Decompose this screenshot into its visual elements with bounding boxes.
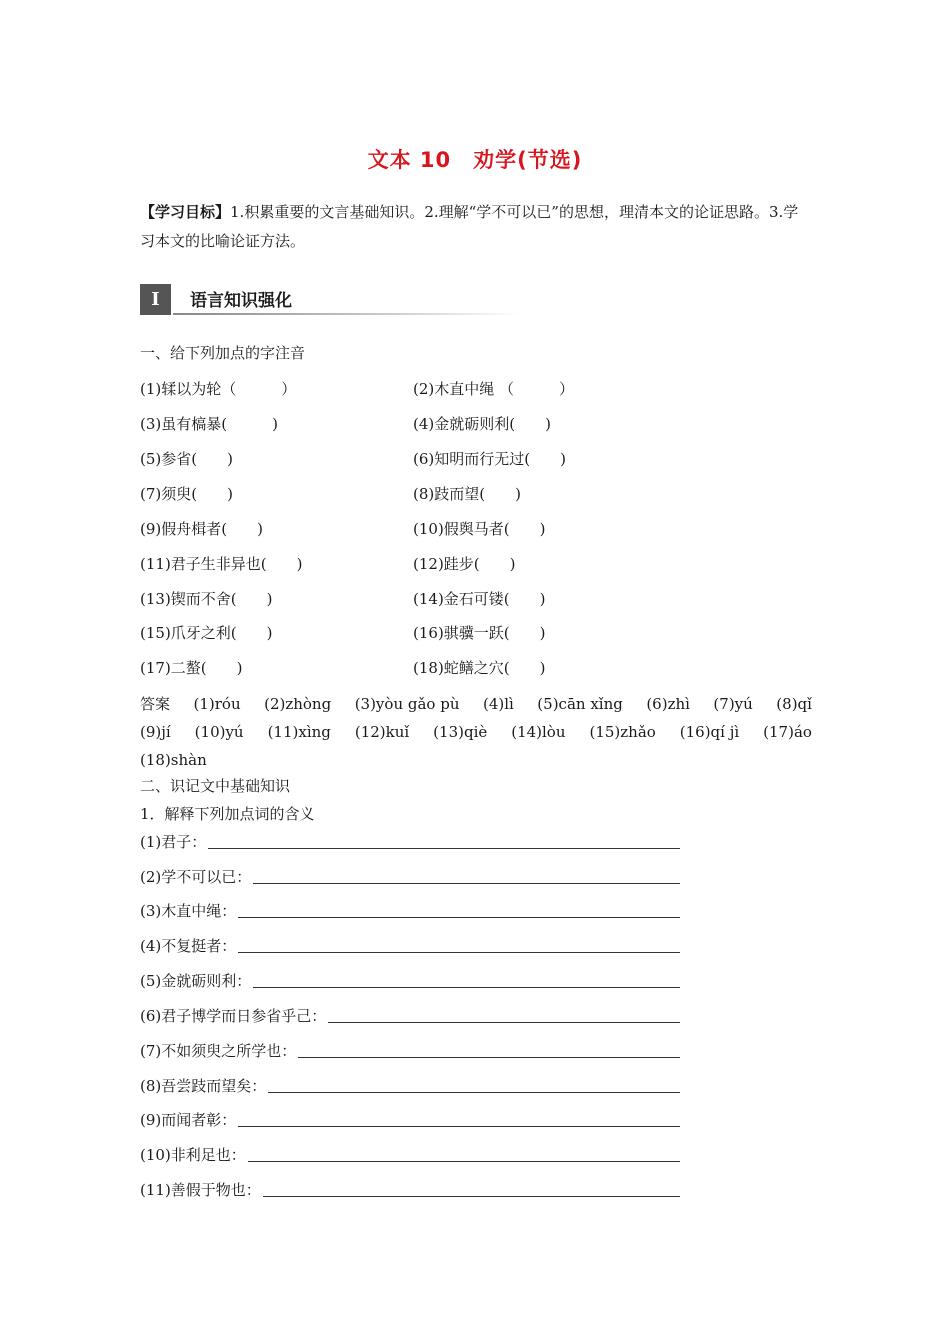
answer-row xyxy=(140,718,812,746)
part1-heading: 一、给下列加点的字注音 xyxy=(140,344,306,362)
explain-prompt: (11)善假于物也： xyxy=(140,1181,261,1199)
explain-item xyxy=(140,831,680,852)
explain-item xyxy=(140,1075,680,1096)
explain-item xyxy=(140,900,680,921)
explain-item xyxy=(140,1109,680,1130)
pronunciation-item: (12)跬步( ) xyxy=(413,555,516,573)
answer-row xyxy=(140,690,812,718)
objectives-label: 【学习目标】 xyxy=(140,203,231,221)
answer-item: (13)qiè xyxy=(433,723,488,741)
answer-item: (9)jí xyxy=(140,723,171,741)
explain-prompt: (9)而闻者彰： xyxy=(140,1111,237,1129)
pronunciation-item: (9)假舟楫者( ) xyxy=(140,520,263,538)
pronunciation-item: (10)假舆马者( ) xyxy=(413,520,546,538)
pronunciation-item: (11)君子生非异也( ) xyxy=(140,555,303,573)
section-numeral-badge: I xyxy=(140,284,171,315)
answer-item: (2)zhòng xyxy=(264,695,332,713)
pronunciation-item: (5)参省( ) xyxy=(140,450,233,468)
pronunciation-item: (3)虽有槁暴( ) xyxy=(140,415,278,433)
pronunciation-item: (2)木直中绳 （ ） xyxy=(413,380,575,398)
explain-prompt: (2)学不可以已： xyxy=(140,868,252,886)
answer-blank-line[interactable] xyxy=(298,1056,680,1058)
explain-prompt: (7)不如须臾之所学也： xyxy=(140,1042,297,1060)
answer-item: (10)yú xyxy=(194,723,244,741)
part2-subheading: 1．解释下列加点词的含义 xyxy=(140,805,315,823)
explain-prompt: (3)木直中绳： xyxy=(140,902,237,920)
objectives-text: 1.积累重要的文言基础知识。2.理解“学不可以已”的思想，理清本文的论证思路。3.学习本文的比喻论证方法。 xyxy=(140,203,799,250)
answer-item: (1)róu xyxy=(193,695,241,713)
section-header xyxy=(140,282,520,318)
answer-item: (7)yú xyxy=(713,695,753,713)
section-divider xyxy=(173,313,520,315)
answer-blank-line[interactable] xyxy=(253,882,680,884)
explain-item xyxy=(140,1005,680,1026)
answer-blank-line[interactable] xyxy=(238,1125,680,1127)
pronunciation-item: (6)知明而行无过( ) xyxy=(413,450,566,468)
answer-blank-line[interactable] xyxy=(238,951,680,953)
answer-label: 答案 xyxy=(140,695,171,713)
answer-item: (11)xìng xyxy=(267,723,331,741)
explain-prompt: (5)金就砺则利： xyxy=(140,972,252,990)
answer-row xyxy=(140,746,812,774)
answer-item: (14)lòu xyxy=(511,723,566,741)
explain-item xyxy=(140,1179,680,1200)
pronunciation-item: (7)须臾( ) xyxy=(140,485,233,503)
pronunciation-item: (8)跂而望( ) xyxy=(413,485,521,503)
answer-blank-line[interactable] xyxy=(238,916,680,918)
pronunciation-item: (1)𫐓以为轮（ ） xyxy=(140,380,297,398)
explain-item xyxy=(140,935,680,956)
answer-block xyxy=(140,690,812,774)
pronunciation-item: (14)金石可镂( ) xyxy=(413,590,546,608)
pronunciation-item: (17)二螯( ) xyxy=(140,659,243,677)
pronunciation-item: (13)锲而不舍( ) xyxy=(140,590,273,608)
pronunciation-item: (15)爪牙之利( ) xyxy=(140,624,273,642)
answer-item: (3)yòu gǎo pù xyxy=(354,695,460,713)
answer-blank-line[interactable] xyxy=(253,986,680,988)
part2-heading: 二、识记文中基础知识 xyxy=(140,777,291,795)
answer-blank-line[interactable] xyxy=(328,1021,680,1023)
answer-blank-line[interactable] xyxy=(208,847,680,849)
answer-blank-line[interactable] xyxy=(248,1160,680,1162)
answer-item: (16)qí jì xyxy=(679,723,740,741)
explain-prompt: (10)非利足也： xyxy=(140,1146,246,1164)
section-title: 语言知识强化 xyxy=(190,291,292,311)
explain-item xyxy=(140,866,680,887)
learning-objectives xyxy=(140,198,812,256)
answer-item: (4)lì xyxy=(482,695,514,713)
explain-item xyxy=(140,1144,680,1165)
answer-item: (8)qǐ xyxy=(776,695,812,713)
pronunciation-item: (16)骐骥一跃( ) xyxy=(413,624,546,642)
answer-item: (17)áo xyxy=(763,723,812,741)
pronunciation-item: (4)金就砺则利( ) xyxy=(413,415,551,433)
explain-prompt: (4)不复挺者： xyxy=(140,937,237,955)
answer-item: (5)cān xǐng xyxy=(537,695,623,713)
explain-prompt: (8)吾尝跂而望矣： xyxy=(140,1077,267,1095)
explain-prompt: (6)君子博学而日参省乎己： xyxy=(140,1007,327,1025)
answer-item: (15)zhǎo xyxy=(589,723,656,741)
page-title: 文本 10 劝学(节选) xyxy=(367,148,583,172)
answer-item: (12)kuǐ xyxy=(354,723,410,741)
explain-item xyxy=(140,1040,680,1061)
explain-item xyxy=(140,970,680,991)
explain-prompt: (1)君子： xyxy=(140,833,207,851)
answer-blank-line[interactable] xyxy=(268,1091,680,1093)
pronunciation-item: (18)蛇鳝之穴( ) xyxy=(413,659,546,677)
answer-item: (18)shàn xyxy=(140,751,207,769)
answer-item: (6)zhì xyxy=(646,695,690,713)
answer-blank-line[interactable] xyxy=(263,1195,680,1197)
